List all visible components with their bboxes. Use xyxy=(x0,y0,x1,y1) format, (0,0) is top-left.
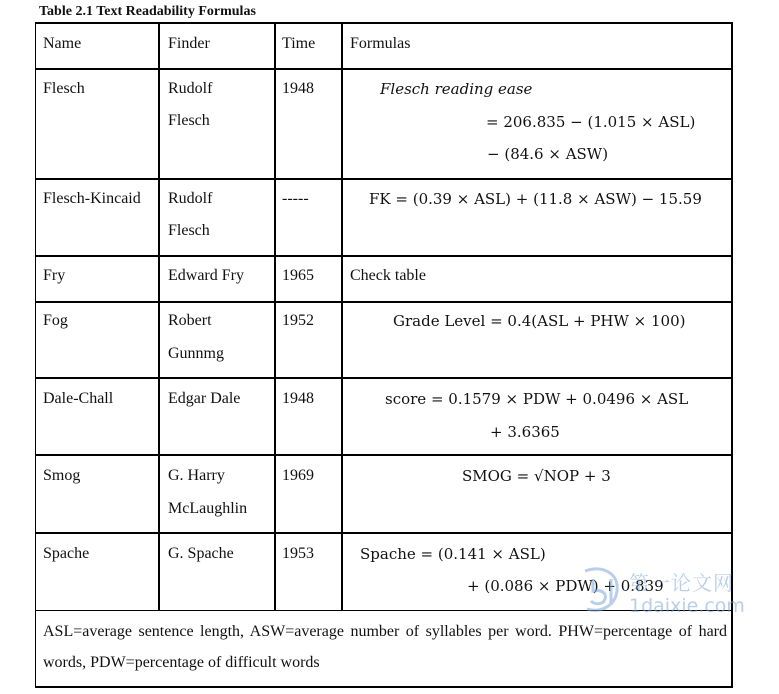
row-finder: G. Spache xyxy=(168,545,234,562)
row-finder: Gunnmg xyxy=(168,345,224,362)
table-bottom-border xyxy=(35,686,733,688)
watermark-logo-icon xyxy=(577,565,623,615)
table-footnote: ASL=average sentence length, ASW=average number of syllables per word. PHW=percentage of hard words, PDW=percentage of difficult words xyxy=(43,623,727,671)
row-name: Flesch-Kincaid xyxy=(43,190,141,207)
watermark-text: 第一论文网 xyxy=(629,571,734,595)
row-formula: Check table xyxy=(350,267,426,284)
row-finder: McLaughlin xyxy=(168,500,248,517)
row-time: 1953 xyxy=(282,545,314,562)
header-name: Name xyxy=(43,35,82,52)
row-name: Dale-Chall xyxy=(43,390,114,407)
row-name: Spache xyxy=(43,545,90,562)
row-finder: Robert xyxy=(168,312,212,329)
row-finder: Edward Fry xyxy=(168,267,244,284)
row-formula: − (84.6 × ASW) xyxy=(487,145,609,163)
row-formula: + (0.086 × PDW) + 0.839 xyxy=(467,577,664,595)
row-divider xyxy=(35,532,733,534)
row-time: ----- xyxy=(282,190,309,207)
watermark-url: 1daixie.com xyxy=(629,595,745,617)
row-formula: = 206.835 − (1.015 × ASL) xyxy=(486,113,696,131)
row-formula: + 3.6365 xyxy=(490,423,560,441)
table-top-border xyxy=(35,22,733,24)
row-finder: Flesch xyxy=(168,222,210,239)
row-time: 1948 xyxy=(282,390,314,407)
row-formula: SMOG = √NOP + 3 xyxy=(462,467,611,485)
row-name: Fry xyxy=(43,267,66,284)
row-name: Flesch xyxy=(43,80,85,97)
column-divider xyxy=(341,22,343,611)
row-finder: Flesch xyxy=(168,112,210,129)
row-formula: score = 0.1579 × PDW + 0.0496 × ASL xyxy=(385,390,689,408)
header-formulas: Formulas xyxy=(350,35,411,52)
watermark xyxy=(577,565,777,625)
row-finder: Edgar Dale xyxy=(168,390,241,407)
row-time: 1969 xyxy=(282,467,314,484)
header-time: Time xyxy=(282,35,316,52)
row-time: 1948 xyxy=(282,80,314,97)
row-divider xyxy=(35,255,733,257)
row-finder: Rudolf xyxy=(168,80,213,97)
row-finder: G. Harry xyxy=(168,467,225,484)
row-divider xyxy=(35,301,733,303)
row-formula: Flesch reading ease xyxy=(380,80,533,98)
row-time: 1952 xyxy=(282,312,314,329)
row-name: Smog xyxy=(43,467,81,484)
row-divider xyxy=(35,178,733,180)
row-formula: Spache = (0.141 × ASL) xyxy=(360,545,546,563)
row-divider xyxy=(35,454,733,456)
row-divider xyxy=(35,377,733,379)
column-divider xyxy=(274,22,276,611)
row-name: Fog xyxy=(43,312,68,329)
table-caption: Table 2.1 Text Readability Formulas xyxy=(39,4,256,19)
row-finder: Rudolf xyxy=(168,190,213,207)
row-formula: Grade Level = 0.4(ASL + PHW × 100) xyxy=(393,312,686,330)
header-finder: Finder xyxy=(168,35,210,52)
row-time: 1965 xyxy=(282,267,314,284)
row-formula: FK = (0.39 × ASL) + (11.8 × ASW) − 15.59 xyxy=(369,190,702,208)
column-divider xyxy=(158,22,160,611)
table-left-border xyxy=(35,22,36,688)
row-divider xyxy=(35,68,733,70)
